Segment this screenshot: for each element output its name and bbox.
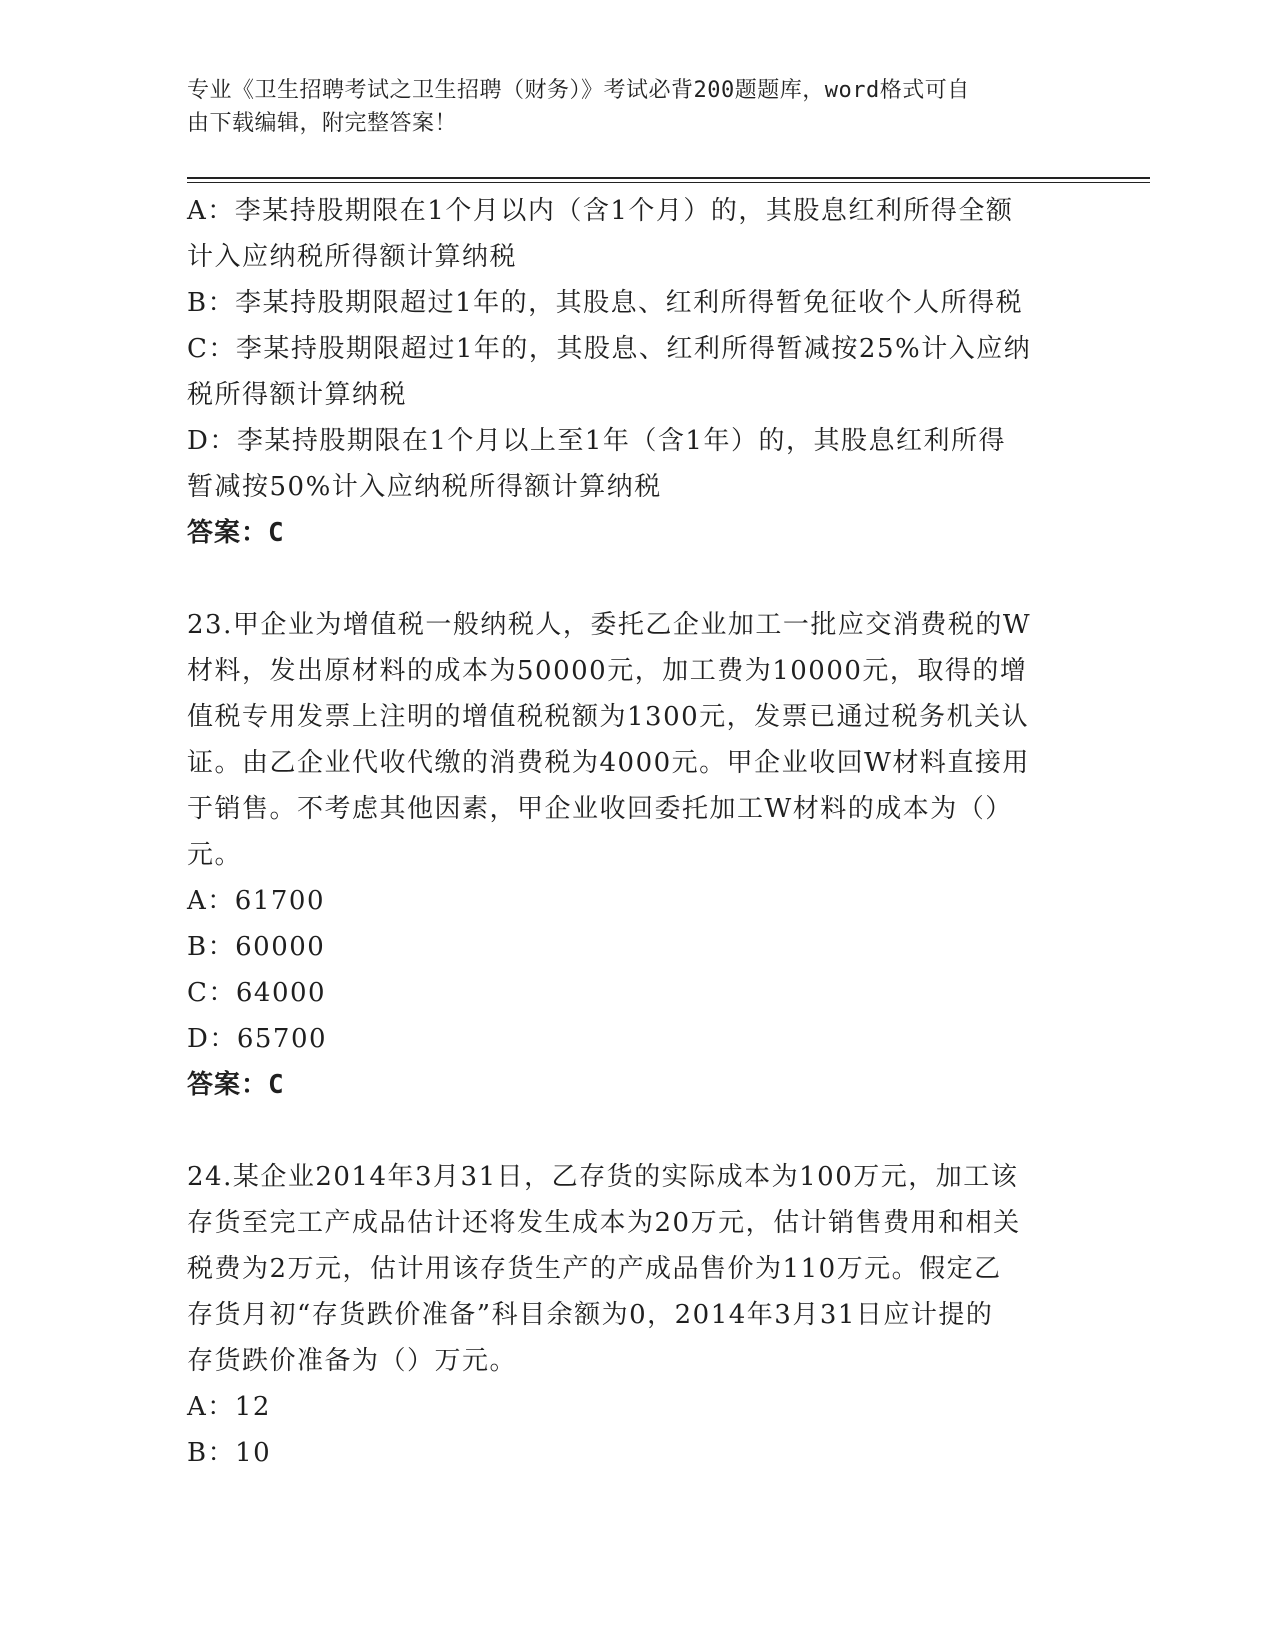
q24-stem-line-1: 24.某企业2014年3月31日，乙存货的实际成本为100万元，加工该: [187, 1162, 1019, 1192]
option-b: B：李某持股期限超过1年的，其股息、红利所得暂免征收个人所得税: [187, 288, 1024, 318]
q24-stem-line-2: 存货至完工产成品估计还将发生成本为20万元，估计销售费用和相关: [187, 1208, 1021, 1238]
option-d-line-1: D：李某持股期限在1个月以上至1年（含1年）的，其股息红利所得: [187, 426, 1006, 456]
q24-stem-line-5: 存货跌价准备为（）万元。: [187, 1346, 518, 1376]
header-rule-thin: [187, 182, 1150, 183]
header-rule-thick: [187, 177, 1150, 179]
q23-stem-line-4: 证。由乙企业代收代缴的消费税为4000元。甲企业收回W材料直接用: [187, 748, 1030, 778]
spacer: [187, 556, 1067, 602]
q24-option-a: A：12: [187, 1392, 271, 1422]
q23-option-a: A：61700: [187, 886, 325, 916]
header-line-1: 专业《卫生招聘考试之卫生招聘（财务）》考试必背200题题库，word格式可自: [187, 78, 970, 103]
q23-stem-line-3: 值税专用发票上注明的增值税税额为1300元，发票已通过税务机关认: [187, 702, 1030, 732]
q23-stem-line-2: 材料，发出原材料的成本为50000元，加工费为10000元，取得的增: [187, 656, 1028, 686]
answer-23: 答案：C: [187, 1070, 285, 1100]
q23-stem-line-6: 元。: [187, 840, 243, 870]
q24-stem-line-3: 税费为2万元，估计用该存货生产的产成品售价为110万元。假定乙: [187, 1254, 1002, 1284]
question-22-options: [187, 188, 1067, 556]
q23-option-c: C：64000: [187, 978, 327, 1008]
option-d-line-2: 暂减按50%计入应纳税所得额计算纳税: [187, 472, 662, 502]
header-line-2: 由下载编辑，附完整答案！: [187, 111, 458, 136]
answer-22: 答案：C: [187, 518, 285, 548]
question-24: [187, 1154, 1067, 1476]
option-a-line-2: 计入应纳税所得额计算纳税: [187, 242, 518, 272]
option-a-line-1: A：李某持股期限在1个月以内（含1个月）的，其股息红利所得全额: [187, 196, 1014, 226]
q23-option-b: B：60000: [187, 932, 326, 962]
page-header: [187, 74, 1067, 140]
q23-option-d: D：65700: [187, 1024, 328, 1054]
option-c-line-2: 税所得额计算纳税: [187, 380, 408, 410]
q24-stem-line-4: 存货月初“存货跌价准备”科目余额为0，2014年3月31日应计提的: [187, 1300, 994, 1330]
question-23: [187, 602, 1067, 1108]
q24-option-b: B：10: [187, 1438, 272, 1468]
question-content: [187, 188, 1067, 1476]
option-c-line-1: C：李某持股期限超过1年的，其股息、红利所得暂减按25%计入应纳: [187, 334, 1032, 364]
spacer: [187, 1108, 1067, 1154]
q23-stem-line-1: 23.甲企业为增值税一般纳税人，委托乙企业加工一批应交消费税的W: [187, 610, 1032, 640]
q23-stem-line-5: 于销售。不考虑其他因素，甲企业收回委托加工W材料的成本为（）: [187, 794, 1013, 824]
